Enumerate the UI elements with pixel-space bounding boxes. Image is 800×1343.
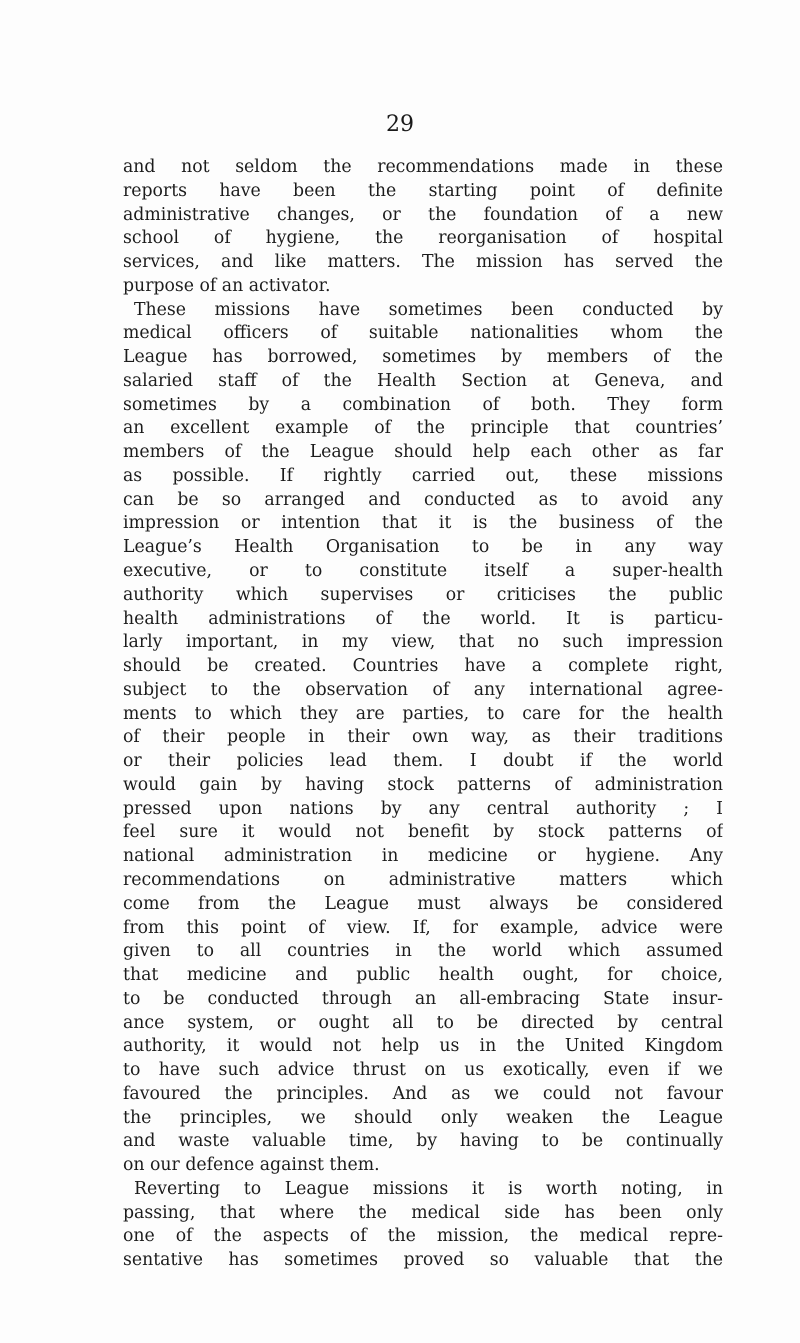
text-line: health administrations of the world. It is particu- [123,608,723,629]
text-line: as possible. If rightly carried out, these missions [123,465,723,486]
text-line: school of hygiene, the reorganisation of hospital [123,228,723,249]
text-line: administrative changes, or the foundation of a new [123,204,723,225]
text-line: League’s Health Organisation to be in any way [123,537,723,558]
text-line: an excellent example of the principle that countries’ [123,418,723,439]
text-line: on our defence against them. [123,1155,380,1176]
text-line: purpose of an activator. [123,275,331,296]
text-line: These missions have sometimes been conducted by [134,299,723,320]
page-number: 29 [386,112,414,137]
text-line: and not seldom the recommendations made in these [123,157,723,177]
text-line: impression or intention that it is the business of the [123,513,723,534]
text-line: League has borrowed, sometimes by members of the [123,347,723,368]
text-line: sometimes by a combination of both. They form [123,394,723,415]
text-line: national administration in medicine or hygiene. Any [123,846,723,867]
text-line: ance system, or ought all to be directed by central [123,1012,723,1033]
text-line: pressed upon nations by any central authority ; I [123,798,723,819]
text-line: reports have been the starting point of definite [123,180,723,201]
text-line: come from the League must always be considered [123,893,723,914]
text-line: salaried staff of the Health Section at Geneva, and [123,370,723,391]
text-line: or their policies lead them. I doubt if the world [123,751,723,772]
text-line: should be created. Countries have a complete right, [123,656,723,677]
text-line: Reverting to League missions it is worth noting, in [134,1178,723,1199]
text-line: and waste valuable time, by having to be continually [123,1131,723,1152]
text-line: executive, or to constitute itself a super-health [123,561,723,582]
text-line: of their people in their own way, as their traditions [123,727,723,748]
text-line: that medicine and public health ought, for choice, [123,965,723,986]
text-line: services, and like matters. The mission has served the [123,252,723,273]
text-line: can be so arranged and conducted as to avoid any [123,489,723,510]
text-line: members of the League should help each other as far [123,442,723,463]
text-line: favoured the principles. And as we could not favour [123,1083,723,1104]
text-line: passing, that where the medical side has been only [123,1202,723,1223]
body-text [123,156,723,1273]
text-line: authority which supervises or criticises the public [123,584,723,605]
text-line: recommendations on administrative matters which [123,869,723,890]
text-line: to have such advice thrust on us exotically, even if we [123,1060,723,1081]
text-line: given to all countries in the world which assumed [123,941,723,962]
text-line: medical officers of suitable nationalities whom the [123,323,723,344]
text-line: ments to which they are parties, to care for the health [123,703,723,724]
text-line: one of the aspects of the mission, the medical repre- [123,1226,723,1247]
text-line: to be conducted through an all-embracing State insur- [123,988,723,1009]
text-line: subject to the observation of any international agree- [123,679,723,700]
text-line: sentative has sometimes proved so valuable that the [123,1250,723,1271]
text-line: feel sure it would not benefit by stock patterns of [123,822,723,843]
text-line: the principles, we should only weaken the League [123,1107,723,1128]
text-line: from this point of view. If, for example, advice were [123,917,723,938]
text-line: larly important, in my view, that no such impression [123,632,723,653]
text-line: would gain by having stock patterns of administration [123,774,723,795]
text-line: authority, it would not help us in the United Kingdom [123,1036,723,1057]
